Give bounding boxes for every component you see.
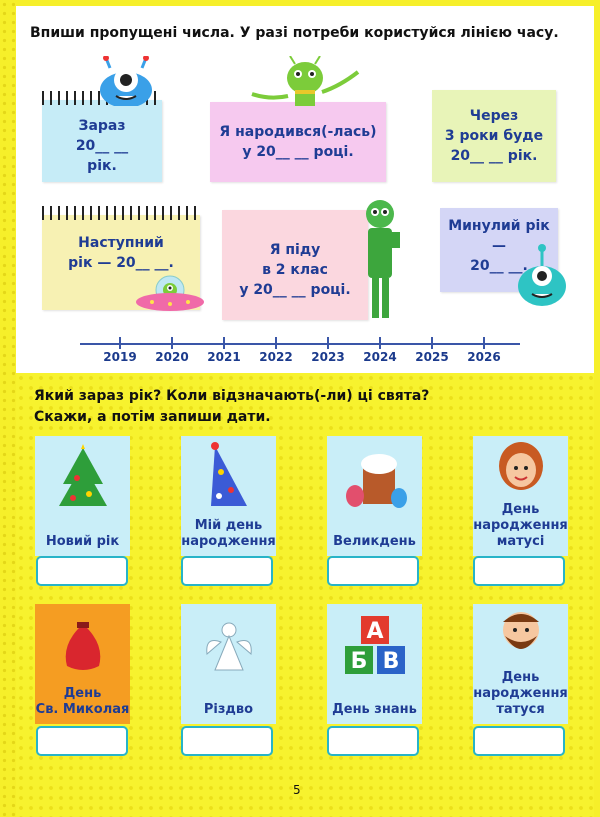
note-in-3-years [432, 90, 556, 182]
timeline-year: 2026 [467, 350, 501, 364]
note-text: Зараз 20__ __ рік. [75, 118, 129, 174]
timeline-year: 2022 [259, 350, 293, 364]
note-born [210, 102, 386, 182]
answer-field-my-birthday[interactable] [181, 556, 273, 586]
timeline-tick [379, 337, 381, 349]
question-text: Який зараз рік? Коли відзначають(-ли) ці свята? Скажи, а потім запиши дати. [34, 388, 430, 425]
timeline-tick [275, 337, 277, 349]
card-my-birthday [181, 436, 276, 556]
ufo-alien-icon [134, 270, 206, 320]
answer-field-mom-birthday[interactable] [473, 556, 565, 586]
card-label: Мій день народження [181, 518, 276, 549]
green-alien-icon [240, 56, 370, 108]
answer-field-new-year[interactable] [36, 556, 128, 586]
answer-field-st-nicholas[interactable] [36, 726, 128, 756]
card-label: Різдво [203, 702, 254, 717]
card-mom-birthday [473, 436, 568, 556]
mother-face-icon [497, 440, 545, 492]
answer-field-easter[interactable] [327, 556, 419, 586]
block-letter-a: А [366, 619, 384, 644]
answer-field-christmas[interactable] [181, 726, 273, 756]
instruction-text: Впиши пропущені числа. У разі потреби користуйся лінією часу. [30, 25, 559, 41]
note-second-grade [222, 210, 368, 320]
note-text: Минулий рік — 20__ __. [448, 218, 550, 274]
note-text: Я народився(-лась) у 20__ __ році. [219, 124, 377, 160]
note-now [42, 100, 162, 182]
note-text: Я піду в 2 клас у 20__ __ році. [239, 242, 351, 298]
card-christmas [181, 604, 276, 724]
answer-field-knowledge-day[interactable] [327, 726, 419, 756]
left-border [0, 0, 16, 817]
timeline-tick [171, 337, 173, 349]
timeline-year: 2021 [207, 350, 241, 364]
block-letter-b: Б [350, 649, 368, 674]
blue-monster-icon [90, 56, 162, 106]
card-easter [327, 436, 422, 556]
block-letter-v: В [382, 649, 400, 674]
teal-monster-icon [512, 240, 572, 312]
page-number: 5 [293, 783, 301, 797]
timeline-tick [483, 337, 485, 349]
angel-icon [201, 618, 257, 678]
spiral-binding [42, 206, 200, 220]
note-text: Наступний рік — 20__ __. [68, 235, 174, 271]
answer-field-dad-birthday[interactable] [473, 726, 565, 756]
timeline-year: 2023 [311, 350, 345, 364]
timeline-tick [327, 337, 329, 349]
timeline-tick [119, 337, 121, 349]
card-label: День народження матусі [473, 502, 568, 549]
timeline-tick [431, 337, 433, 349]
timeline-year: 2019 [103, 350, 137, 364]
timeline-line [80, 343, 520, 345]
timeline-year: 2024 [363, 350, 397, 364]
timeline-tick [223, 337, 225, 349]
card-label: День знань [332, 702, 417, 717]
father-face-icon [497, 608, 545, 660]
card-st-nicholas [35, 604, 130, 724]
card-label: День Св. Миколая [35, 686, 130, 717]
timeline-year: 2025 [415, 350, 449, 364]
card-label: Новий рік [45, 534, 120, 549]
right-border [594, 0, 600, 817]
party-hat-icon [207, 442, 251, 510]
easter-cake-icon [341, 444, 409, 510]
abc-blocks-icon [343, 614, 407, 680]
card-knowledge-day [327, 604, 422, 724]
gift-sack-icon [57, 614, 109, 674]
timeline-year: 2020 [155, 350, 189, 364]
top-border [0, 0, 600, 6]
christmas-tree-icon [57, 444, 109, 514]
note-text: Через 3 роки буде 20__ __ рік. [444, 108, 544, 164]
robot-alien-icon [358, 192, 406, 332]
card-dad-birthday [473, 604, 568, 724]
card-new-year [35, 436, 130, 556]
card-label: Великдень [333, 534, 416, 549]
card-label: День народження татуся [473, 670, 568, 717]
